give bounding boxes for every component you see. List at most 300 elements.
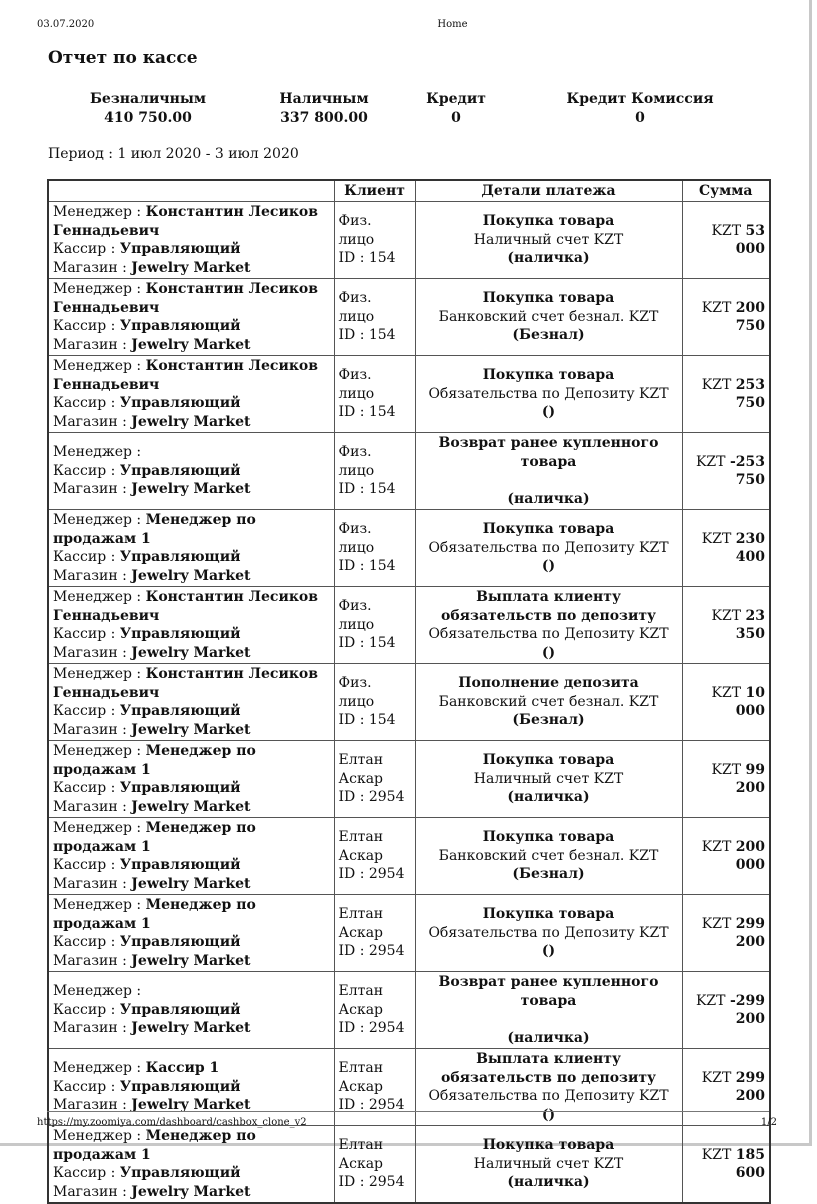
detail-title: Покупка товара xyxy=(482,367,615,384)
client-line: ID : 154 xyxy=(338,712,396,729)
manager-line xyxy=(53,819,330,856)
details-cell xyxy=(415,279,682,356)
summary-label: Кредит xyxy=(426,91,486,107)
detail-type: (Безнал) xyxy=(512,327,585,344)
table-row xyxy=(48,818,770,895)
cashier-label: Кассир : xyxy=(53,934,116,950)
amount-currency: KZT xyxy=(711,222,742,239)
client-line: ID : 2954 xyxy=(338,1097,405,1114)
manager-label: Менеджер : xyxy=(53,983,142,1000)
summary-value: 410 750.00 xyxy=(104,110,192,126)
staff-cell xyxy=(48,356,334,433)
cashier-line xyxy=(53,856,330,875)
manager-label: Менеджер : xyxy=(53,281,142,297)
detail-account: Наличный счет KZT xyxy=(473,770,624,787)
detail-account: Обязательства по Депозиту KZT xyxy=(428,924,669,941)
manager-name: Константин Лесиков Геннадьевич xyxy=(53,589,318,624)
amount-value: 99 200 xyxy=(735,761,765,796)
client-line: Елтан xyxy=(338,983,384,1000)
staff-cell xyxy=(48,1049,334,1126)
manager-name: Менеджер по продажам 1 xyxy=(53,512,256,547)
details-cell xyxy=(415,664,682,741)
amount-value: -253 750 xyxy=(729,453,765,488)
details-cell xyxy=(415,1126,682,1204)
amount-value: 200 000 xyxy=(735,838,765,873)
manager-line xyxy=(53,203,330,240)
manager-line xyxy=(53,742,330,779)
detail-type: (Безнал) xyxy=(512,712,585,729)
staff-cell xyxy=(48,1126,334,1204)
client-cell xyxy=(334,1049,415,1126)
detail-account xyxy=(420,1010,678,1029)
store-label: Магазин : xyxy=(53,721,127,738)
detail-title: Возврат ранее купленного товара xyxy=(438,435,659,470)
store-name: Jewelry Market xyxy=(131,1183,251,1200)
detail-title: Выплата клиенту обязательств по депозиту xyxy=(440,1051,657,1086)
store-label: Магазин : xyxy=(53,875,127,892)
cashier-label: Кассир : xyxy=(53,1078,116,1095)
store-line xyxy=(53,952,330,971)
detail-type: () xyxy=(541,644,556,661)
table-header-row xyxy=(48,180,770,202)
store-line xyxy=(53,413,330,432)
client-line: ID : 2954 xyxy=(338,1020,405,1037)
manager-name: Константин Лесиков Геннадьевич xyxy=(53,281,318,316)
summary-value: 337 800.00 xyxy=(280,110,368,126)
client-line: ID : 154 xyxy=(338,250,396,267)
store-label: Магазин : xyxy=(53,1020,127,1037)
details-cell xyxy=(415,433,682,510)
store-label: Магазин : xyxy=(53,1097,127,1114)
manager-line xyxy=(53,1059,330,1078)
detail-type: (Безнал) xyxy=(512,866,585,883)
manager-label: Менеджер : xyxy=(53,512,142,528)
client-line: Физ. лицо xyxy=(338,675,375,710)
cashier-line xyxy=(53,1001,330,1020)
cashier-name: Управляющий xyxy=(119,934,241,950)
amount-currency: KZT xyxy=(701,530,732,547)
client-line: Физ. лицо xyxy=(338,290,375,325)
cashier-name: Управляющий xyxy=(119,703,241,719)
store-label: Магазин : xyxy=(53,1183,127,1200)
table-row xyxy=(48,895,770,972)
summary-label: Безналичным xyxy=(89,91,207,107)
manager-line xyxy=(53,511,330,548)
amount-currency: KZT xyxy=(701,1146,732,1163)
client-line: Аскар xyxy=(338,924,384,941)
table-row xyxy=(48,1049,770,1126)
details-cell xyxy=(415,510,682,587)
cashier-label: Кассир : xyxy=(53,241,116,257)
store-name: Jewelry Market xyxy=(131,798,251,815)
page-title: Отчет по кассе xyxy=(48,48,198,68)
amount-value: 299 200 xyxy=(735,1069,765,1104)
manager-name: Менеджер по продажам 1 xyxy=(53,743,256,778)
detail-account: Обязательства по Депозиту KZT xyxy=(428,626,669,642)
detail-type: (наличка) xyxy=(507,1029,590,1046)
cashier-label: Кассир : xyxy=(53,703,116,719)
client-cell xyxy=(334,433,415,510)
amount-currency: KZT xyxy=(711,761,742,778)
client-line: ID : 2954 xyxy=(338,866,405,883)
manager-name: Константин Лесиков Геннадьевич xyxy=(53,666,318,701)
client-line: Аскар xyxy=(338,1001,384,1018)
amount-cell xyxy=(682,433,770,510)
store-line xyxy=(53,798,330,817)
summary-credit xyxy=(416,90,496,128)
manager-line xyxy=(53,982,330,1001)
amount-cell xyxy=(682,741,770,818)
summary-label: Наличным xyxy=(279,91,369,107)
store-name: Jewelry Market xyxy=(131,336,251,353)
client-cell xyxy=(334,510,415,587)
client-cell xyxy=(334,356,415,433)
store-name: Jewelry Market xyxy=(131,567,251,584)
details-cell xyxy=(415,741,682,818)
manager-name: Менеджер по продажам 1 xyxy=(53,897,256,932)
amount-value: 185 600 xyxy=(735,1146,765,1181)
client-cell xyxy=(334,587,415,664)
store-label: Магазин : xyxy=(53,644,127,661)
store-name: Jewelry Market xyxy=(131,875,251,892)
manager-label: Менеджер : xyxy=(53,1128,142,1144)
detail-account: Обязательства по Депозиту KZT xyxy=(428,1088,669,1104)
detail-type: () xyxy=(541,404,556,421)
amount-currency: KZT xyxy=(711,607,742,624)
manager-label: Менеджер : xyxy=(53,666,142,682)
store-label: Магазин : xyxy=(53,413,127,430)
cashier-label: Кассир : xyxy=(53,462,116,479)
client-line: Физ. лицо xyxy=(338,521,375,556)
detail-title: Покупка товара xyxy=(482,290,615,307)
manager-line xyxy=(53,443,330,462)
detail-type: (наличка) xyxy=(507,250,590,267)
store-line xyxy=(53,480,330,499)
detail-type: (наличка) xyxy=(507,789,590,806)
cashier-line xyxy=(53,1164,330,1183)
amount-value: 23 350 xyxy=(735,607,765,642)
detail-account: Обязательства по Депозиту KZT xyxy=(428,385,669,402)
detail-title: Покупка товара xyxy=(482,829,615,846)
store-name: Jewelry Market xyxy=(131,644,251,661)
table-row xyxy=(48,433,770,510)
amount-value: 53 000 xyxy=(735,222,765,257)
details-cell xyxy=(415,202,682,279)
amount-value: 253 750 xyxy=(735,376,765,411)
cashier-name: Управляющий xyxy=(119,626,241,642)
cashier-label: Кассир : xyxy=(53,549,116,565)
detail-type: () xyxy=(541,1106,556,1123)
detail-title: Покупка товара xyxy=(482,752,615,769)
client-cell xyxy=(334,279,415,356)
details-cell xyxy=(415,356,682,433)
cashier-name: Управляющий xyxy=(119,1165,241,1181)
client-line: ID : 154 xyxy=(338,481,396,498)
amount-currency: KZT xyxy=(701,838,732,855)
summary-cashless xyxy=(88,90,208,128)
summary-cash xyxy=(264,90,384,128)
cashier-label: Кассир : xyxy=(53,395,116,411)
detail-account: Обязательства по Депозиту KZT xyxy=(428,539,669,556)
manager-label: Менеджер : xyxy=(53,589,142,605)
client-line: Физ. лицо xyxy=(338,367,375,402)
store-label: Магазин : xyxy=(53,567,127,584)
detail-account: Наличный счет KZT xyxy=(473,1155,624,1172)
client-line: Аскар xyxy=(338,770,384,787)
details-cell xyxy=(415,972,682,1049)
cashier-name: Управляющий xyxy=(119,241,241,257)
client-cell xyxy=(334,895,415,972)
client-line: Физ. лицо xyxy=(338,444,375,479)
client-line: Елтан xyxy=(338,906,384,923)
cashier-line xyxy=(53,779,330,798)
page-number: 1/2 xyxy=(760,1117,777,1128)
amount-cell xyxy=(682,1049,770,1126)
summary-value: 0 xyxy=(635,110,645,126)
cashier-name: Управляющий xyxy=(119,1078,241,1095)
amount-cell xyxy=(682,510,770,587)
staff-cell xyxy=(48,818,334,895)
staff-cell xyxy=(48,664,334,741)
client-line: ID : 154 xyxy=(338,558,396,575)
detail-title: Возврат ранее купленного товара xyxy=(438,974,659,1009)
staff-cell xyxy=(48,587,334,664)
summary-credit-commission xyxy=(560,90,720,128)
print-title: Home xyxy=(437,19,468,30)
staff-cell xyxy=(48,433,334,510)
store-line xyxy=(53,1183,330,1202)
amount-cell xyxy=(682,818,770,895)
store-label: Магазин : xyxy=(53,798,127,815)
store-line xyxy=(53,644,330,663)
store-line xyxy=(53,567,330,586)
manager-name: Константин Лесиков Геннадьевич xyxy=(53,358,318,393)
staff-cell xyxy=(48,510,334,587)
store-line xyxy=(53,1019,330,1038)
client-line: Елтан xyxy=(338,1137,384,1154)
store-name: Jewelry Market xyxy=(131,721,251,738)
amount-cell xyxy=(682,895,770,972)
manager-label: Менеджер : xyxy=(53,204,142,220)
client-line: ID : 2954 xyxy=(338,789,405,806)
manager-label: Менеджер : xyxy=(53,444,142,461)
client-cell xyxy=(334,741,415,818)
manager-line xyxy=(53,588,330,625)
table-row xyxy=(48,279,770,356)
detail-type: (наличка) xyxy=(507,490,590,507)
details-cell xyxy=(415,1049,682,1126)
cashier-label: Кассир : xyxy=(53,1165,116,1181)
amount-value: 200 750 xyxy=(735,299,765,334)
amount-cell xyxy=(682,202,770,279)
detail-type: (наличка) xyxy=(507,1174,590,1191)
client-line: Физ. лицо xyxy=(338,598,375,633)
store-line xyxy=(53,875,330,894)
store-line xyxy=(53,259,330,278)
cashier-label: Кассир : xyxy=(53,857,116,873)
print-date: 03.07.2020 xyxy=(37,19,95,30)
detail-type: () xyxy=(541,943,556,960)
amount-cell xyxy=(682,279,770,356)
cashier-name: Управляющий xyxy=(119,780,241,796)
cashier-line xyxy=(53,548,330,567)
manager-label: Менеджер : xyxy=(53,743,142,759)
amount-currency: KZT xyxy=(711,684,742,701)
manager-name: Менеджер по продажам 1 xyxy=(53,820,256,855)
detail-title: Пополнение депозита xyxy=(458,675,639,692)
staff-cell xyxy=(48,741,334,818)
store-label: Магазин : xyxy=(53,481,127,498)
detail-title: Покупка товара xyxy=(482,906,615,923)
amount-currency: KZT xyxy=(701,915,732,932)
cashier-name: Управляющий xyxy=(119,395,241,411)
cashier-line xyxy=(53,625,330,644)
detail-account: Банковский счет безнал. KZT xyxy=(438,693,659,710)
client-cell xyxy=(334,664,415,741)
cashier-name: Управляющий xyxy=(119,857,241,873)
amount-currency: KZT xyxy=(695,453,726,470)
detail-account: Наличный счет KZT xyxy=(473,231,624,248)
client-cell xyxy=(334,972,415,1049)
summary-value: 0 xyxy=(451,110,461,126)
cashier-line xyxy=(53,1078,330,1097)
manager-line xyxy=(53,280,330,317)
client-line: ID : 154 xyxy=(338,404,396,421)
store-label: Магазин : xyxy=(53,336,127,353)
client-cell xyxy=(334,1126,415,1204)
client-line: ID : 2954 xyxy=(338,1174,405,1191)
cashier-name: Управляющий xyxy=(119,1001,241,1018)
table-row xyxy=(48,356,770,433)
table-row xyxy=(48,587,770,664)
client-cell xyxy=(334,202,415,279)
client-line: Аскар xyxy=(338,1078,384,1095)
column-header-client: Клиент xyxy=(334,180,415,202)
client-line: Аскар xyxy=(338,847,384,864)
manager-label: Менеджер : xyxy=(53,820,142,836)
amount-cell xyxy=(682,972,770,1049)
cashier-line xyxy=(53,933,330,952)
table-row xyxy=(48,664,770,741)
staff-cell xyxy=(48,972,334,1049)
summary-label: Кредит Комиссия xyxy=(566,91,714,107)
store-name: Jewelry Market xyxy=(131,952,251,969)
cashier-label: Кассир : xyxy=(53,1001,116,1018)
cashier-name: Управляющий xyxy=(119,462,241,479)
store-name: Jewelry Market xyxy=(131,413,251,430)
detail-title: Выплата клиенту обязательств по депозиту xyxy=(440,589,657,624)
staff-cell xyxy=(48,895,334,972)
detail-account: Банковский счет безнал. KZT xyxy=(438,847,659,864)
cashier-line xyxy=(53,394,330,413)
column-header-amount: Сумма xyxy=(682,180,770,202)
column-header-info xyxy=(48,180,334,202)
cashier-line xyxy=(53,702,330,721)
table-row xyxy=(48,972,770,1049)
amount-cell xyxy=(682,356,770,433)
manager-line xyxy=(53,896,330,933)
amount-cell xyxy=(682,664,770,741)
table-row xyxy=(48,741,770,818)
client-line: Физ. лицо xyxy=(338,213,375,248)
staff-cell xyxy=(48,279,334,356)
cashier-label: Кассир : xyxy=(53,780,116,796)
amount-currency: KZT xyxy=(701,376,732,393)
cash-report-table xyxy=(47,179,771,1204)
manager-label: Менеджер : xyxy=(53,897,142,913)
client-line: Елтан xyxy=(338,752,384,769)
store-name: Jewelry Market xyxy=(131,259,251,276)
amount-cell xyxy=(682,1126,770,1204)
client-line: Елтан xyxy=(338,1060,384,1077)
detail-title: Покупка товара xyxy=(482,1137,615,1154)
client-line: ID : 2954 xyxy=(338,943,405,960)
manager-name: Кассир 1 xyxy=(145,1060,220,1077)
client-line: ID : 154 xyxy=(338,327,396,344)
column-header-details: Детали платежа xyxy=(415,180,682,202)
client-line: Аскар xyxy=(338,1155,384,1172)
store-line xyxy=(53,721,330,740)
cashier-name: Управляющий xyxy=(119,318,241,334)
footer-divider xyxy=(47,1111,769,1112)
table-row xyxy=(48,510,770,587)
detail-account: Банковский счет безнал. KZT xyxy=(438,308,659,325)
amount-currency: KZT xyxy=(701,299,732,316)
manager-name: Константин Лесиков Геннадьевич xyxy=(53,204,318,239)
cashier-label: Кассир : xyxy=(53,626,116,642)
amount-cell xyxy=(682,587,770,664)
print-url: https://my.zoomiya.com/dashboard/cashbox_clone_v2 xyxy=(37,1117,307,1128)
detail-title: Покупка товара xyxy=(482,521,615,538)
store-label: Магазин : xyxy=(53,259,127,276)
client-cell xyxy=(334,818,415,895)
amount-value: 10 000 xyxy=(735,684,765,719)
amount-currency: KZT xyxy=(695,992,726,1009)
store-label: Магазин : xyxy=(53,952,127,969)
table-row xyxy=(48,1126,770,1204)
details-cell xyxy=(415,818,682,895)
details-cell xyxy=(415,587,682,664)
cashier-name: Управляющий xyxy=(119,549,241,565)
store-name: Jewelry Market xyxy=(131,1097,251,1114)
store-name: Jewelry Market xyxy=(131,1020,251,1037)
client-line: Елтан xyxy=(338,829,384,846)
table-row xyxy=(48,202,770,279)
staff-cell xyxy=(48,202,334,279)
amount-value: -299 200 xyxy=(729,992,765,1027)
manager-line xyxy=(53,665,330,702)
manager-name: Менеджер по продажам 1 xyxy=(53,1128,256,1163)
cashier-line xyxy=(53,240,330,259)
cashier-line xyxy=(53,462,330,481)
cashier-line xyxy=(53,317,330,336)
cashier-label: Кассир : xyxy=(53,318,116,334)
manager-label: Менеджер : xyxy=(53,1060,142,1077)
store-name: Jewelry Market xyxy=(131,481,251,498)
client-line: ID : 154 xyxy=(338,635,396,652)
detail-title: Покупка товара xyxy=(482,213,615,230)
manager-label: Менеджер : xyxy=(53,358,142,374)
details-cell xyxy=(415,895,682,972)
amount-value: 230 400 xyxy=(735,530,765,565)
amount-value: 299 200 xyxy=(735,915,765,950)
manager-line xyxy=(53,357,330,394)
report-period: Период : 1 июл 2020 - 3 июл 2020 xyxy=(48,146,299,162)
amount-currency: KZT xyxy=(701,1069,732,1086)
manager-line xyxy=(53,1127,330,1164)
detail-account xyxy=(420,471,678,490)
detail-type: () xyxy=(541,558,556,575)
